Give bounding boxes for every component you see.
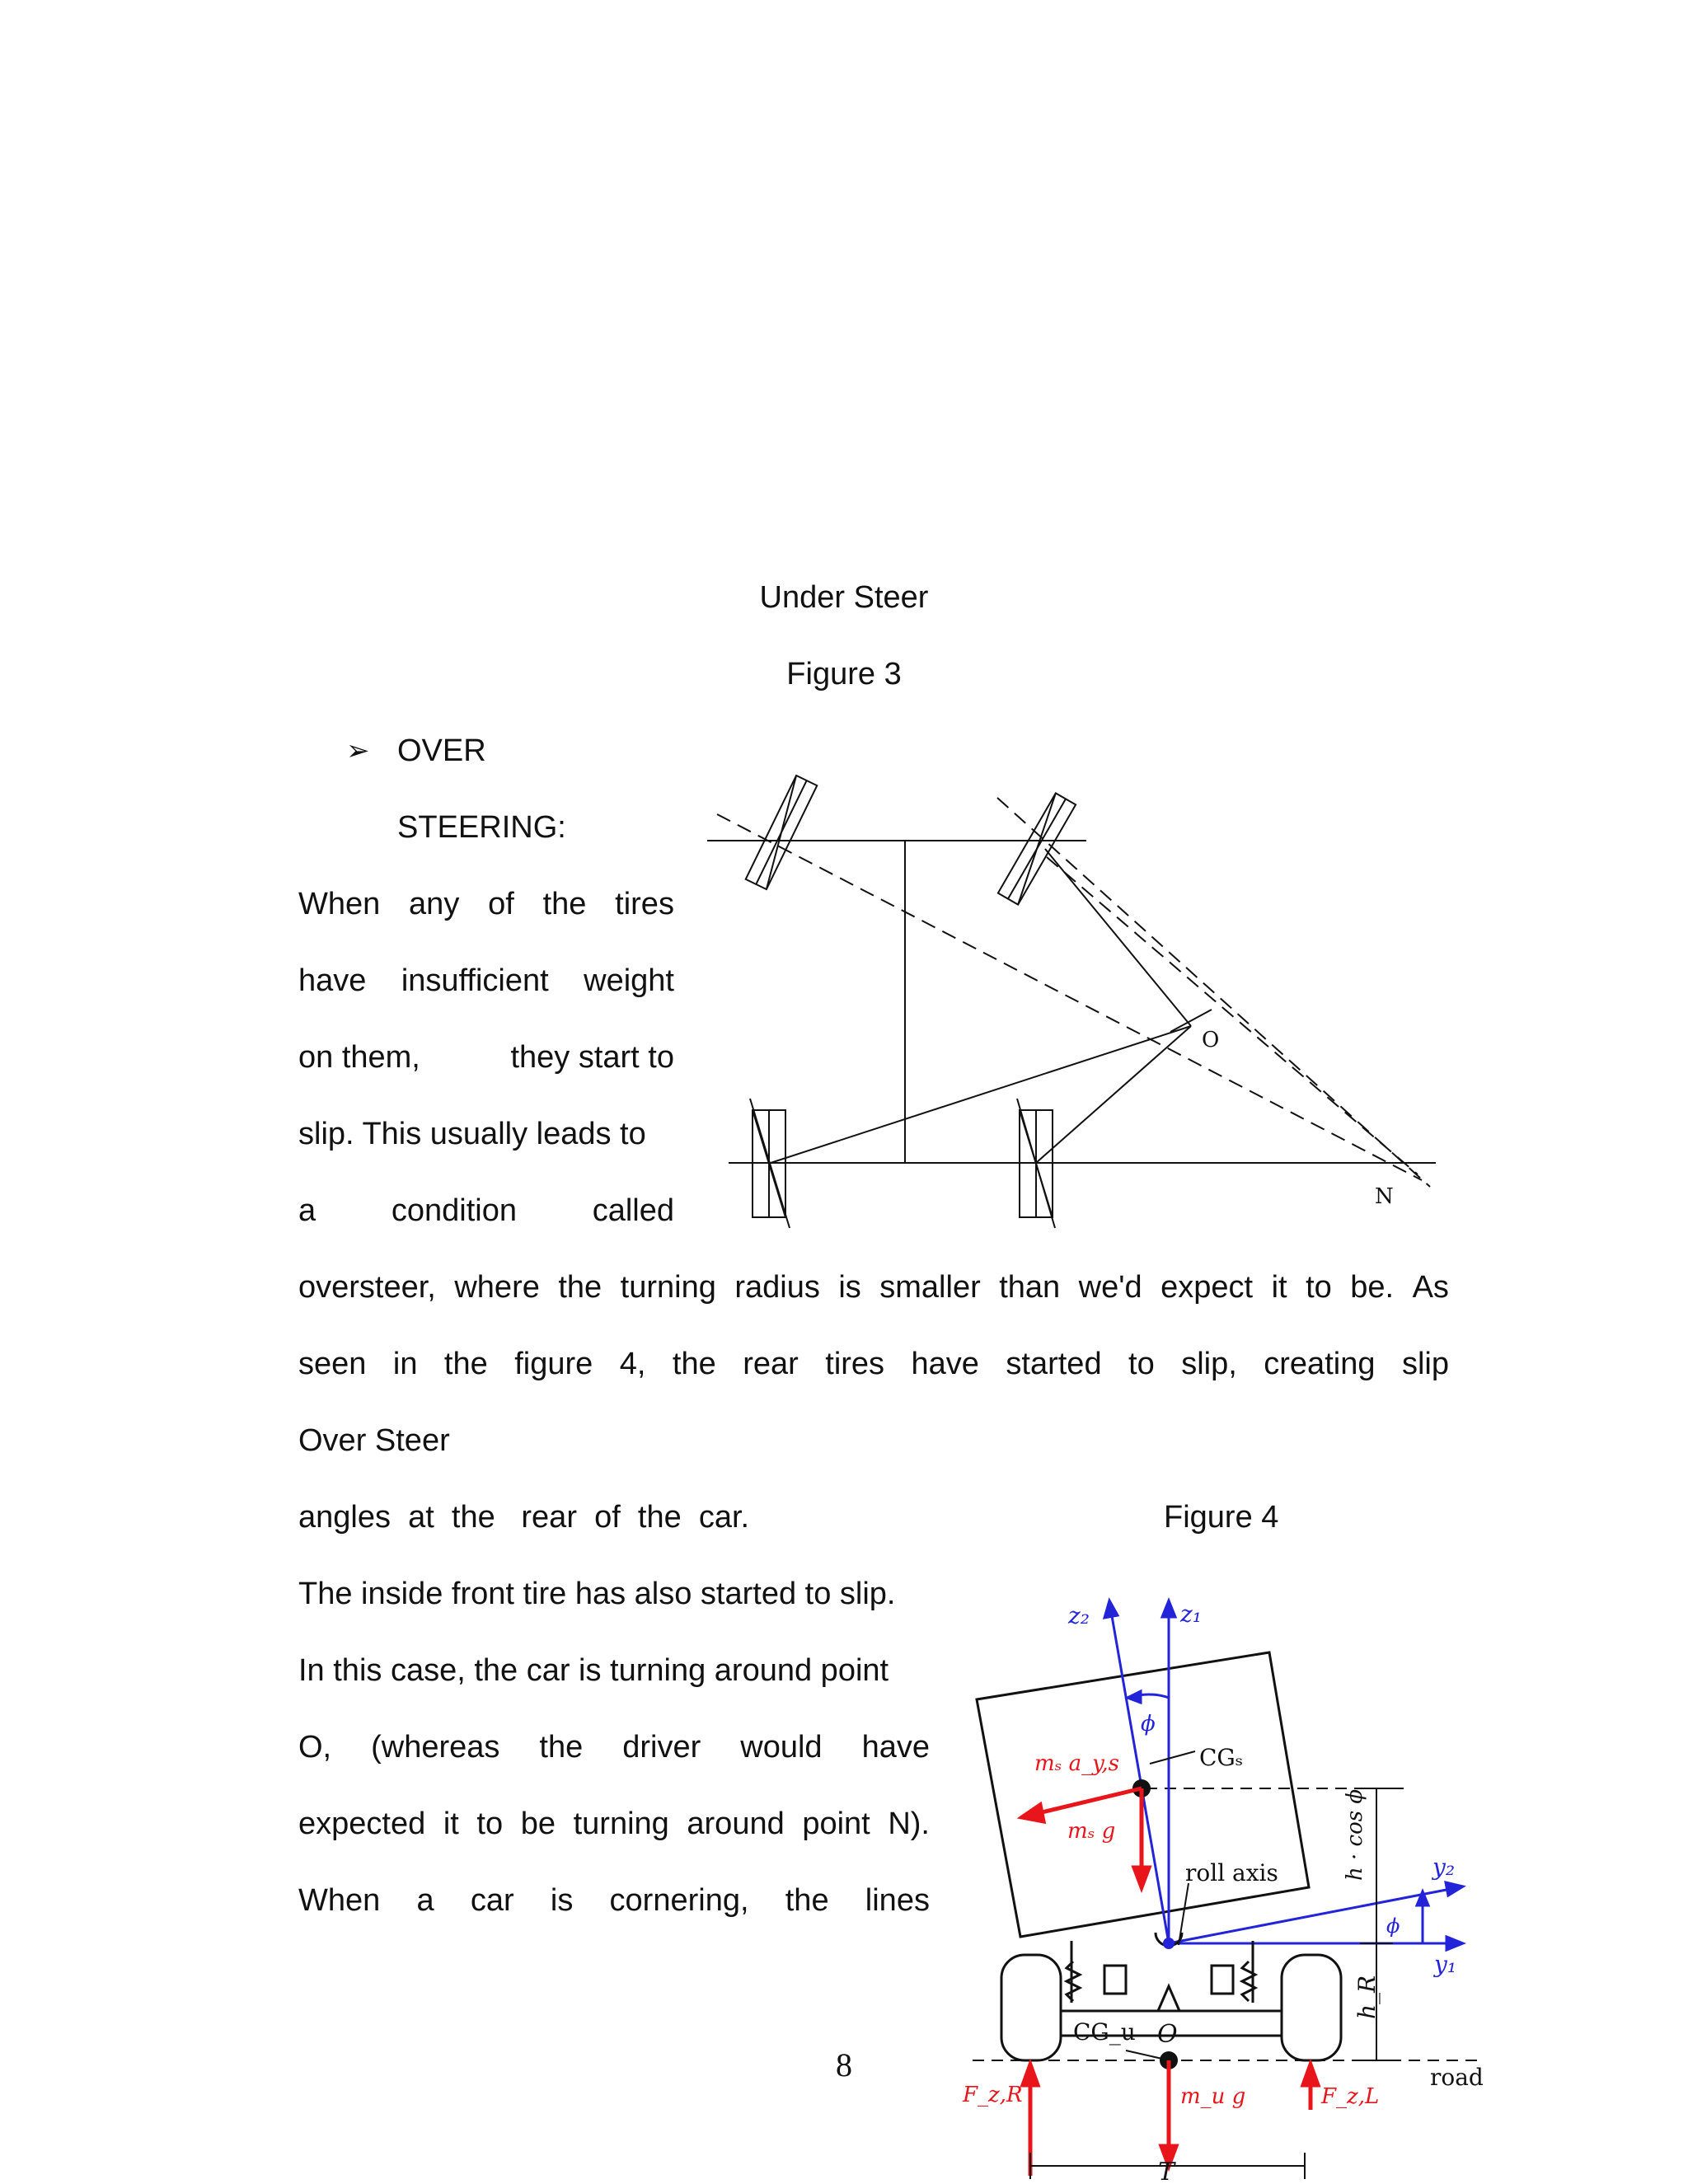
- left-wheel: [1282, 1955, 1341, 2060]
- phi-label-top: ϕ: [1141, 1712, 1156, 1736]
- cgu-label: CG_u: [1073, 2018, 1136, 2046]
- paragraph-line-12: expected it to be turning around point N).: [298, 1807, 930, 1841]
- paragraph-line-11: O, (whereas the driver would have: [298, 1730, 930, 1765]
- bullet-arrow-icon: ➢: [346, 735, 370, 766]
- fzr-label: F_z,R: [963, 2083, 1023, 2107]
- track-width-label: T: [1158, 2158, 1175, 2184]
- paragraph-line-1: When any of the tires: [298, 887, 674, 921]
- point-o-label: O: [1202, 1028, 1220, 1052]
- cgs-label: CGₛ: [1199, 1744, 1244, 1771]
- figure3-label: Figure 3: [786, 657, 902, 691]
- point-n-label: N: [1375, 1184, 1394, 1209]
- ms-g-label: mₛ g: [1067, 1819, 1116, 1844]
- section-heading-line1: OVER: [397, 733, 486, 768]
- figure3-title: Under Steer: [759, 580, 929, 615]
- paragraph-line-3: on them, they start to: [298, 1040, 674, 1075]
- ms-ay-force-arrow: [1039, 1788, 1142, 1813]
- paragraph-line-5: a condition called: [298, 1193, 674, 1228]
- roll-axis-label: roll axis: [1185, 1859, 1278, 1886]
- right-spring: [1067, 1961, 1080, 2001]
- h-cos-phi-label: h · cos ϕ: [1343, 1788, 1367, 1881]
- section-heading-line2: STEERING:: [397, 810, 566, 845]
- o-label: O: [1157, 2020, 1178, 2049]
- mu-g-label: m_u g: [1180, 2084, 1246, 2109]
- paragraph-line-10: In this case, the car is turning around point: [298, 1653, 889, 1688]
- left-damper: [1212, 1966, 1233, 1994]
- y1-label: y₁: [1434, 1951, 1457, 1978]
- paragraph-line-9: The inside front tire has also started to slip.: [298, 1577, 896, 1611]
- z2-axis: [1111, 1611, 1169, 1943]
- right-wheel: [1001, 1955, 1061, 2060]
- paragraph-line-8: angles at the rear of the car.: [298, 1500, 750, 1535]
- fzl-label: F_z,L: [1321, 2084, 1380, 2109]
- paragraph-line-6: oversteer, where the turning radius is smaller than we'd expect it to be. As: [298, 1270, 1449, 1305]
- paragraph-line-2: have insufficient weight: [298, 963, 674, 998]
- hr-label: h_R: [1353, 1975, 1381, 2019]
- roll-center-point: [1163, 1938, 1175, 1949]
- ms-ays-label: mₛ a_y,s: [1034, 1751, 1120, 1776]
- paragraph-line-4: slip. This usually leads to: [298, 1117, 646, 1151]
- road-label: road: [1430, 2064, 1484, 2091]
- right-damper: [1104, 1966, 1126, 1994]
- paragraph-line-13: When a car is cornering, the lines: [298, 1883, 930, 1918]
- paragraph-line-7: seen in the figure 4, the rear tires have started to slip, creating slip: [298, 1347, 1449, 1381]
- phi-label-right: ϕ: [1386, 1915, 1400, 1938]
- y2-label: y₂: [1432, 1854, 1456, 1881]
- y2-axis: [1169, 1889, 1451, 1943]
- figure4-title: Over Steer: [298, 1423, 450, 1458]
- figure4-label: Figure 4: [1164, 1500, 1279, 1535]
- z1-label: z₁: [1180, 1601, 1202, 1628]
- z2-label: z₂: [1068, 1602, 1090, 1629]
- page-number: 8: [836, 2046, 852, 2083]
